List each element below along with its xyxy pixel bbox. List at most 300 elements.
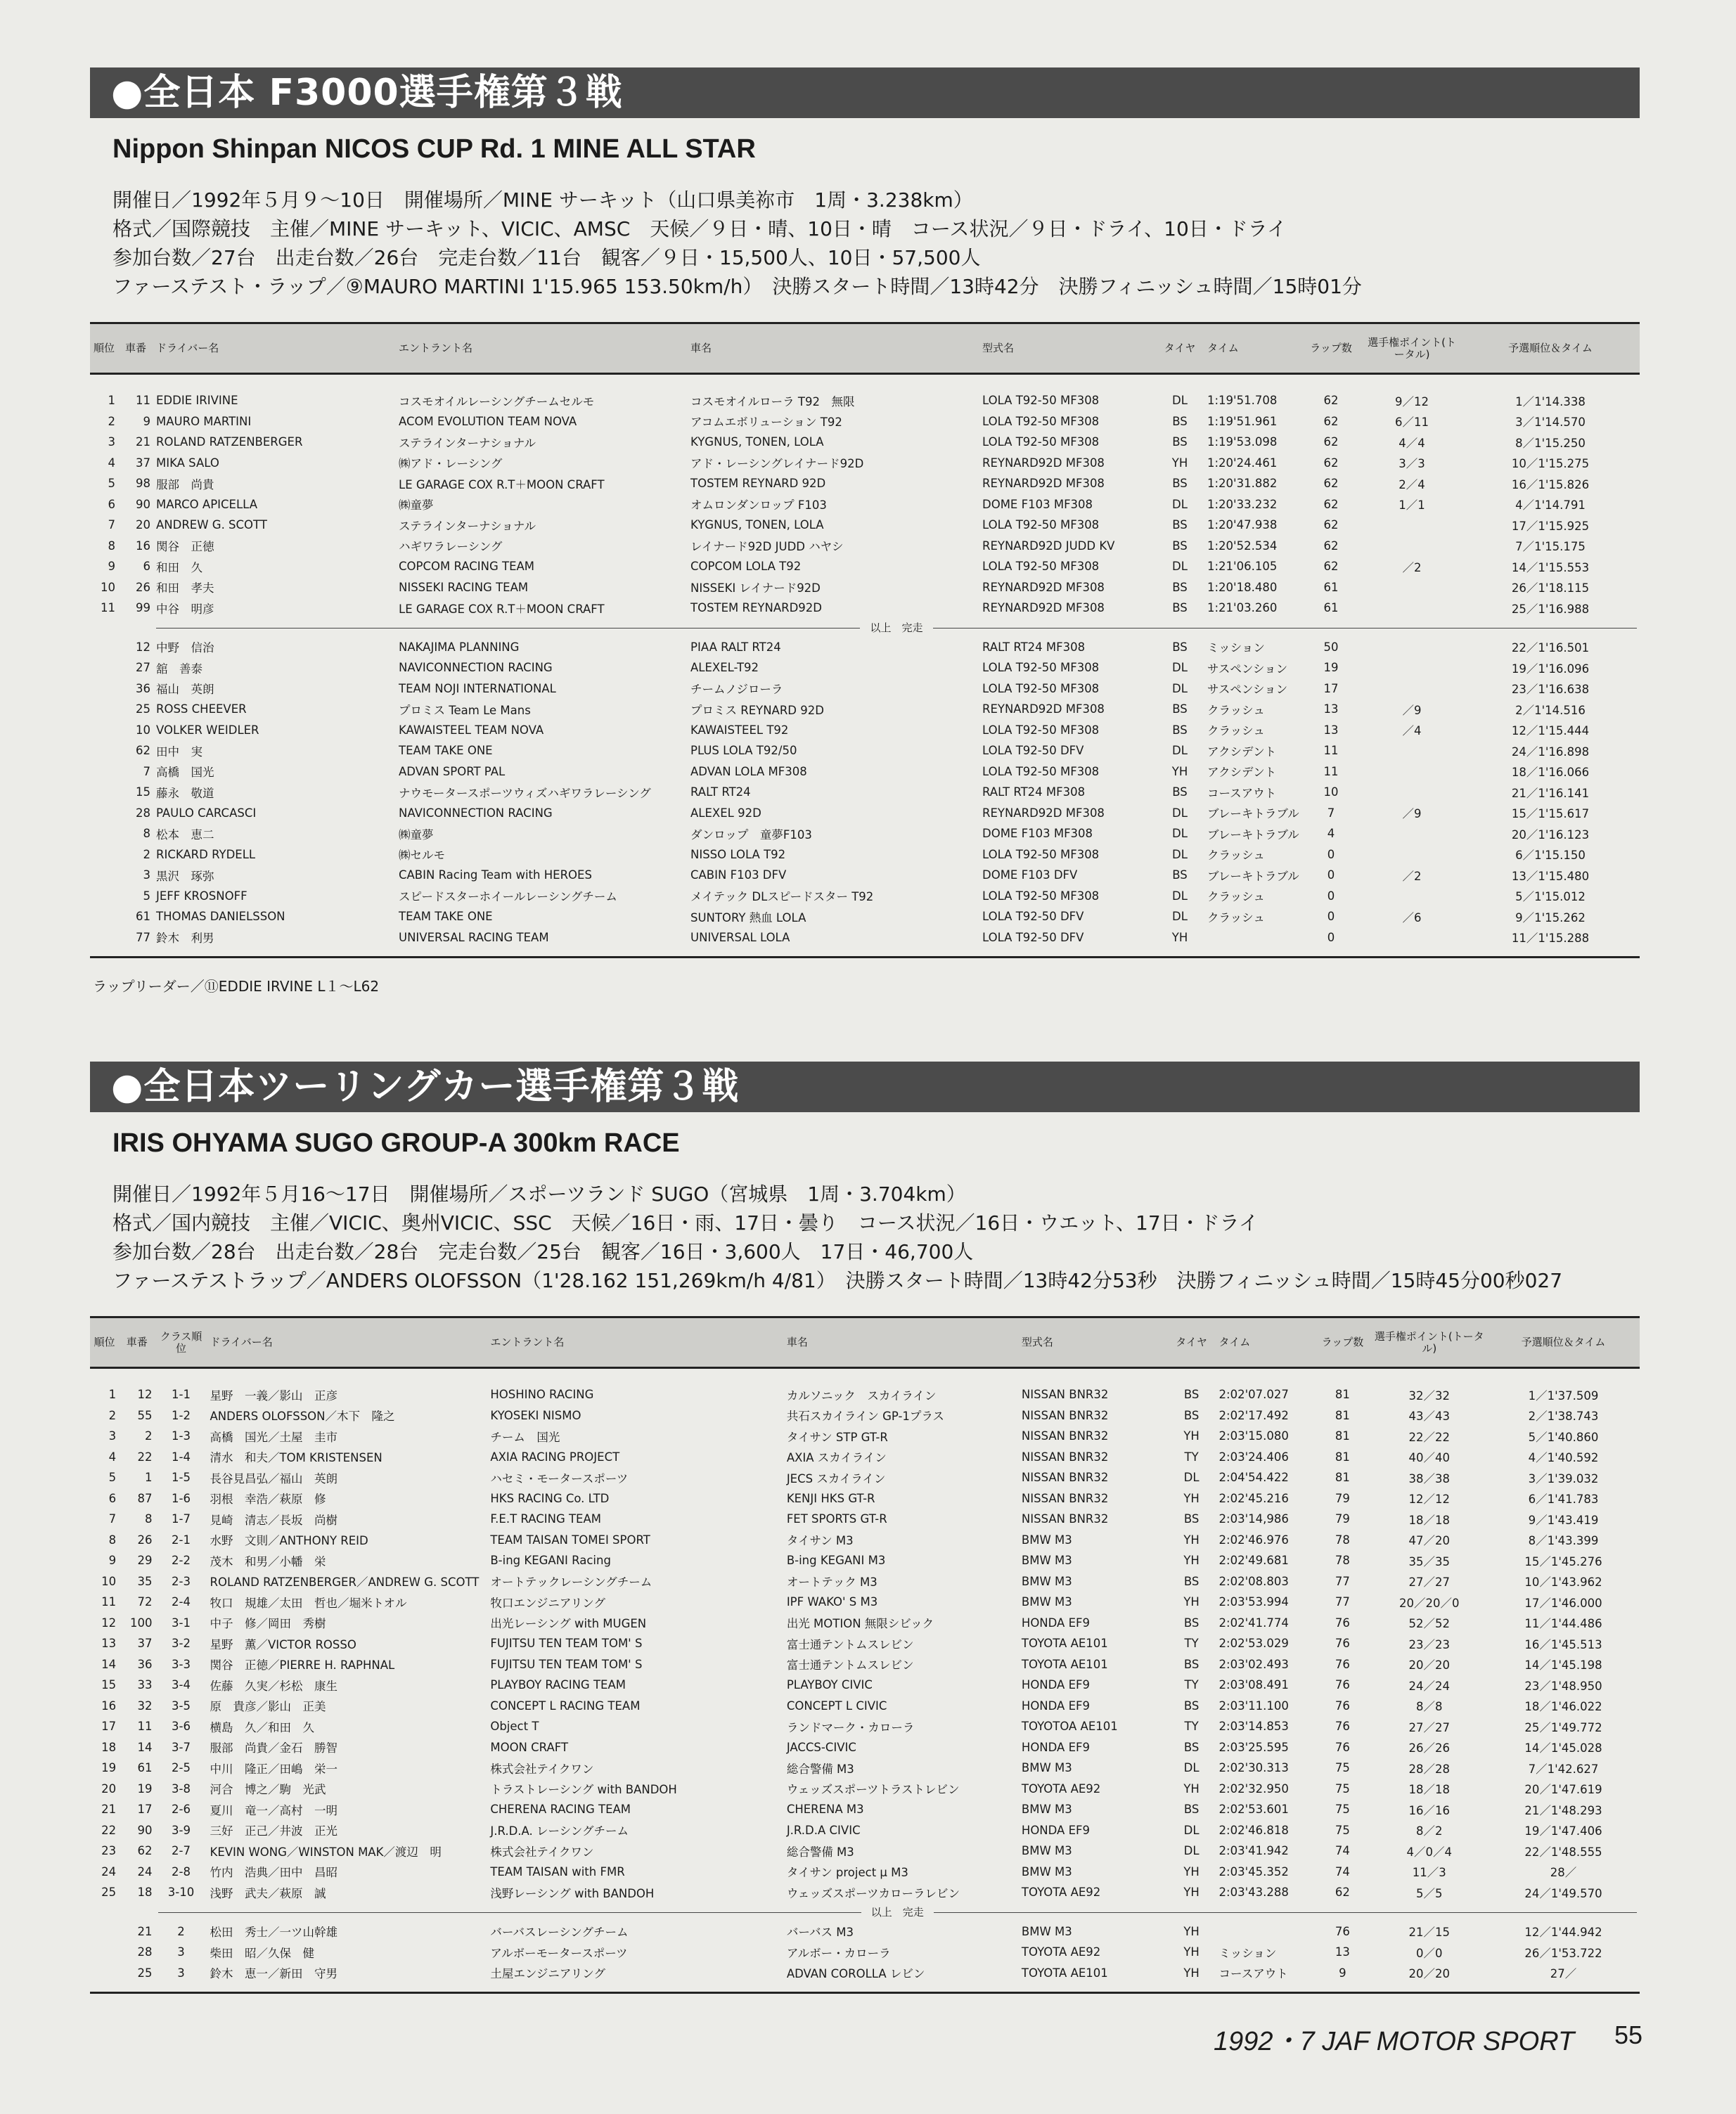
table-cell: 24／1'49.570 (1524, 1886, 1602, 1900)
table-cell: 鈴木 恵一／新田 守男 (210, 1967, 337, 1981)
table-cell: 61 (136, 910, 150, 924)
table-cell: 1／1'14.338 (1515, 394, 1586, 408)
table-cell: 藤永 敬道 (156, 786, 214, 800)
table-cell: 2-7 (172, 1844, 191, 1858)
table-cell: 75 (1335, 1781, 1350, 1796)
table-cell: 11／3 (1412, 1866, 1446, 1880)
table-cell: ㈱童夢 (399, 498, 434, 513)
table-cell: 服部 尚貴 (156, 477, 214, 491)
table-cell: 76 (1335, 1924, 1350, 1938)
table-cell: ブレーキトラブル (1207, 869, 1299, 883)
table-cell: TEAM TAKE ONE (399, 910, 493, 924)
table-cell: 竹内 浩典／田中 昌昭 (210, 1866, 337, 1880)
table-cell: 77 (136, 930, 150, 944)
table-cell: 61 (1323, 580, 1339, 594)
table-cell: CABIN Racing Team with HEROES (399, 868, 592, 882)
table-cell: DL (1172, 744, 1188, 758)
table-cell: 2:02'32.950 (1219, 1781, 1289, 1796)
header-tyre: タイヤ (1155, 323, 1204, 374)
table-cell: 3-2 (172, 1637, 191, 1651)
table-cell (90, 720, 118, 741)
table-cell: 0 (1327, 847, 1335, 861)
info-line: 格式／国内競技 主催／VICIC、奥州VICIC、SSC 天候／16日・雨、17日・曇り コース状況／16日・ウエット、17日・ドライ (112, 1211, 1259, 1235)
table-cell: 3-10 (167, 1886, 195, 1900)
table-cell: 81 (1335, 1408, 1350, 1422)
table-cell (1363, 740, 1461, 761)
table-cell: 2／1'38.743 (1528, 1410, 1599, 1424)
table-cell: IPF WAKO' S M3 (786, 1595, 878, 1609)
table-cell: 32 (137, 1699, 153, 1713)
table-cell: YH (1183, 1491, 1200, 1505)
table-cell: 27 (136, 661, 150, 675)
table-cell: 星野 薫／VICTOR ROSSO (210, 1637, 356, 1651)
table-cell: UNIVERSAL RACING TEAM (399, 930, 549, 944)
race-info (90, 186, 1640, 301)
table-cell: 14／1'45.198 (1524, 1658, 1602, 1672)
table-cell: 0／0 (1416, 1946, 1443, 1960)
table-cell: NISSAN BNR32 (1021, 1388, 1109, 1402)
table-cell: 9／1'15.262 (1515, 910, 1586, 924)
table-cell: PLUS LOLA T92/50 (690, 744, 797, 758)
table-cell: プロミス REYNARD 92D (690, 703, 824, 717)
table-cell: BMW M3 (1021, 1803, 1072, 1817)
table-cell (90, 657, 118, 678)
table-cell: PAULO CARCASCI (156, 806, 257, 820)
table-cell: TEAM NOJI INTERNATIONAL (399, 681, 556, 695)
table-cell: BMW M3 (1021, 1864, 1072, 1878)
table-cell: YH (1183, 1966, 1200, 1980)
table-cell: AXIA RACING PROJECT (490, 1450, 620, 1464)
header-car-number: 車番 (118, 323, 153, 374)
table-row (90, 782, 1640, 803)
table-cell: TOYOTA AE101 (1021, 1966, 1108, 1980)
header-entrant: エントラント名 (487, 1317, 783, 1368)
table-cell: BMW M3 (1021, 1924, 1072, 1938)
table-cell: YH (1183, 1886, 1200, 1900)
table-cell: REYNARD92D MF308 (982, 806, 1105, 820)
table-cell: LOLA T92-50 MF308 (982, 723, 1100, 737)
table-cell: KYOSEKI NISMO (490, 1408, 581, 1422)
table-cell: 2-4 (172, 1595, 191, 1609)
table-cell: YH (1183, 1429, 1200, 1443)
table-cell: 1-6 (172, 1491, 191, 1505)
table-row (90, 390, 1640, 411)
table-row (90, 1509, 1640, 1530)
table-cell: 10 (1323, 785, 1339, 799)
table-cell: 25／1'49.772 (1524, 1720, 1602, 1734)
table-cell: 17 (1323, 681, 1339, 695)
table-cell: BS (1172, 477, 1188, 491)
table-cell: 2:02'07.027 (1219, 1388, 1289, 1402)
table-cell: 18 (137, 1886, 153, 1900)
table-row (90, 1779, 1640, 1800)
table-cell: DL (1183, 1844, 1200, 1858)
table-cell: 4 (108, 1450, 117, 1464)
table-cell: 15／1'15.617 (1511, 807, 1590, 821)
table-cell: トラストレーシング with BANDOH (490, 1783, 677, 1797)
info-line: 格式／国際競技 主催／MINE サーキット、VICIC、AMSC 天候／９日・晴、10日・晴 コース状況／９日・ドライ、10日・ドライ (112, 217, 1287, 240)
table-cell: YH (1183, 1945, 1200, 1959)
table-cell: タイサン M3 (786, 1534, 854, 1548)
table-cell: 90 (137, 1823, 153, 1837)
table-cell: BMW M3 (1021, 1554, 1072, 1568)
table-cell: THOMAS DANIELSSON (156, 910, 285, 924)
table-cell: 関谷 正徳 (156, 540, 214, 554)
table-cell: 12 (136, 640, 150, 654)
table-cell: DL (1172, 910, 1188, 924)
table-cell: 20 (136, 518, 150, 532)
table-cell: BS (1183, 1512, 1200, 1526)
table-cell: 13 (1335, 1945, 1350, 1959)
table-cell: 90 (136, 497, 150, 511)
table-cell: 22 (137, 1450, 153, 1464)
race-info (90, 1180, 1640, 1295)
table-cell: PLAYBOY RACING TEAM (490, 1678, 626, 1692)
table-cell: 佐藤 久実／杉松 康生 (210, 1679, 337, 1693)
table-cell: BS (1183, 1616, 1200, 1630)
table-cell: ALEXEL-T92 (690, 661, 759, 675)
table-cell: 36 (137, 1657, 153, 1671)
table-cell: 2:02'46.976 (1219, 1533, 1289, 1547)
table-cell: 1／1 (1399, 498, 1425, 513)
table-cell: TY (1184, 1637, 1199, 1651)
table-cell: 2 (143, 847, 150, 861)
table-cell: ADVAN COROLLA レビン (786, 1967, 925, 1981)
table-row (90, 515, 1640, 536)
table-cell: B-ing KEGANI M3 (786, 1554, 886, 1568)
table-row (90, 1758, 1640, 1779)
table-cell: 26 (137, 1533, 153, 1547)
table-cell: 62 (1323, 414, 1339, 428)
table-cell: 9 (108, 560, 115, 574)
table-cell: 1-3 (172, 1429, 191, 1443)
table-cell: 26／26 (1408, 1741, 1451, 1755)
table-cell: UNIVERSAL LOLA (690, 930, 790, 944)
table-cell: 55 (137, 1408, 153, 1422)
table-cell: アルボー・カローラ (786, 1946, 891, 1960)
header-car: 車名 (784, 1317, 1019, 1368)
table-cell: 62 (1323, 560, 1339, 574)
table-cell: ステラインターナショナル (399, 436, 536, 450)
table-cell: 27／27 (1408, 1720, 1451, 1734)
table-cell: LOLA T92-50 MF308 (982, 889, 1100, 903)
table-cell: 76 (1335, 1657, 1350, 1671)
table-cell: YH (1183, 1595, 1200, 1609)
table-cell: LOLA T92-50 MF308 (982, 394, 1100, 408)
table-cell: 79 (1335, 1491, 1350, 1505)
table-cell: TOYOTA AE101 (1021, 1657, 1108, 1671)
table-cell: DL (1172, 661, 1188, 675)
table-cell: BS (1172, 601, 1188, 615)
table-cell (90, 782, 118, 803)
table-cell: クラッシュ (1207, 890, 1265, 904)
table-cell: REYNARD92D JUDD KV (982, 539, 1115, 553)
table-cell: 16 (136, 539, 150, 553)
table-cell: 12 (101, 1616, 117, 1630)
table-cell: NISSEKI RACING TEAM (399, 580, 529, 594)
table-row (90, 740, 1640, 761)
table-cell: 株式会社テイクワン (490, 1762, 594, 1776)
page-number: 55 (1614, 2020, 1643, 2049)
table-cell: 2:03'15.080 (1219, 1429, 1289, 1443)
table-cell: BS (1183, 1699, 1200, 1713)
table-cell: バーバスレーシングチーム (490, 1926, 629, 1940)
table-cell: 81 (1335, 1471, 1350, 1485)
table-cell: 2:03'14,986 (1219, 1512, 1289, 1526)
table-row (90, 637, 1640, 658)
table-cell: ／9 (1402, 807, 1422, 821)
table-cell: オートテックレーシングチーム (490, 1575, 652, 1590)
table-cell: BS (1172, 723, 1188, 737)
table-cell: 2:02'45.216 (1219, 1491, 1289, 1505)
table-cell (90, 1921, 119, 1942)
table-row (90, 1675, 1640, 1696)
table-cell: 見崎 清志／長坂 尚樹 (210, 1513, 337, 1527)
table-cell: カルソニック スカイライン (786, 1388, 937, 1403)
table-row (90, 1633, 1640, 1654)
table-cell: LOLA T92-50 DFV (982, 744, 1084, 758)
table-cell (1363, 761, 1461, 782)
table-cell: JACCS-CIVIC (786, 1740, 856, 1754)
table-cell: 19／1'47.406 (1524, 1824, 1602, 1838)
table-cell: KENJI HKS GT-R (786, 1491, 875, 1505)
table-cell (1363, 844, 1461, 865)
table-cell: アド・レーシングレイナード92D (690, 457, 864, 471)
table-cell: 78 (1335, 1554, 1350, 1568)
race-title: IRIS OHYAMA SUGO GROUP-A 300km RACE (112, 1128, 680, 1158)
table-cell: 14／1'45.028 (1524, 1741, 1602, 1755)
section-touring (90, 1062, 1640, 1994)
table-cell: REYNARD92D MF308 (982, 702, 1105, 716)
table-row (90, 761, 1640, 782)
section-banner: ●全日本 F3000選手権第３戦 (90, 67, 1640, 118)
table-cell: タイサン project μ M3 (786, 1866, 908, 1880)
table-cell: アクシデント (1207, 745, 1277, 759)
table-cell: BMW M3 (1021, 1574, 1072, 1588)
table-cell: 7／1'42.627 (1528, 1762, 1599, 1776)
table-cell: 47／20 (1408, 1534, 1451, 1548)
separator-label: 以上 完走 (861, 1906, 934, 1919)
table-cell: 牧口エンジニアリング (490, 1596, 605, 1610)
table-cell: 3-9 (172, 1823, 191, 1837)
table-cell: CABIN F103 DFV (690, 868, 787, 882)
table-cell: 原 貴彦／影山 正美 (210, 1700, 326, 1714)
table-cell: 76 (1335, 1678, 1350, 1692)
table-row (90, 1447, 1640, 1468)
table-cell: DL (1172, 827, 1188, 841)
table-cell: 14 (101, 1657, 117, 1671)
table-cell: 1／1'37.509 (1528, 1388, 1599, 1403)
table-cell: BS (1183, 1574, 1200, 1588)
table-cell: 78 (1335, 1533, 1350, 1547)
table-cell: 清水 和夫／TOM KRISTENSEN (210, 1451, 382, 1465)
table-cell: FET SPORTS GT-R (786, 1512, 887, 1526)
table-cell: 28 (137, 1945, 153, 1959)
table-cell: 25／1'16.988 (1511, 602, 1590, 616)
table-cell: 10 (136, 723, 150, 737)
table-cell: オートテック M3 (786, 1575, 877, 1590)
table-cell: BS (1183, 1657, 1200, 1671)
results-table (90, 322, 1640, 958)
table-cell: KYGNUS, TONEN, LOLA (690, 435, 824, 449)
table-cell: DL (1172, 497, 1188, 511)
table-cell: DL (1172, 681, 1188, 695)
table-cell: 1:20'52.534 (1207, 539, 1278, 553)
table-cell: ミッション (1219, 1946, 1277, 1960)
table-cell: EDDIE IRIVINE (156, 394, 238, 408)
table-cell: 8 (108, 1533, 117, 1547)
table-cell: 11 (1323, 764, 1339, 778)
table-cell: 出光レーシング with MUGEN (490, 1617, 647, 1631)
table-cell: 50 (1323, 640, 1339, 654)
finishers-separator (90, 619, 1640, 637)
table-cell (90, 1942, 119, 1963)
table-cell: ハセミ・モータースポーツ (490, 1471, 629, 1485)
table-cell (90, 865, 118, 886)
table-cell: PIAA RALT RT24 (690, 640, 781, 654)
table-cell: 牧口 規雄／太田 哲也／堀米トオル (210, 1596, 407, 1610)
table-cell: FUJITSU TEN TEAM TOM' S (490, 1657, 643, 1671)
table-cell: 土屋エンジニアリング (490, 1967, 605, 1981)
table-cell: ROSS CHEEVER (156, 702, 247, 716)
table-cell (90, 823, 118, 844)
table-cell: 3 (108, 1429, 117, 1443)
table-cell: コスモオイルレーシングチームセルモ (399, 394, 595, 408)
table-cell: NISSAN BNR32 (1021, 1471, 1109, 1485)
table-cell: LOLA T92-50 MF308 (982, 681, 1100, 695)
table-cell: 20 (101, 1781, 117, 1796)
table-cell: 富士通テントムスレビン (786, 1658, 914, 1672)
table-cell (90, 886, 118, 907)
table-cell: 4／1'40.592 (1528, 1451, 1599, 1465)
header-entrant: エントラント名 (396, 323, 688, 374)
table-cell: 総合警備 M3 (786, 1762, 854, 1776)
table-cell: 3 (177, 1945, 185, 1959)
table-cell: 8／1'43.399 (1528, 1534, 1599, 1548)
table-cell: 3-4 (172, 1678, 191, 1692)
table-cell: 5／1'40.860 (1528, 1430, 1599, 1444)
table-cell: 4／4 (1399, 436, 1425, 450)
table-cell: 76 (1335, 1740, 1350, 1754)
table-cell: 11／1'15.288 (1511, 932, 1590, 946)
table-cell (1363, 782, 1461, 803)
table-cell: 12／12 (1408, 1493, 1451, 1507)
table-cell: BS (1172, 580, 1188, 594)
table-cell: DL (1183, 1471, 1200, 1485)
table-cell: 21／1'48.293 (1524, 1803, 1602, 1817)
table-cell: 74 (1335, 1844, 1350, 1858)
table-cell: 24 (101, 1864, 117, 1878)
table-cell: 1:19'51.708 (1207, 394, 1278, 408)
table-row (90, 556, 1640, 577)
table-cell: アルボーモータースポーツ (490, 1946, 628, 1960)
table-cell: JEFF KROSNOFF (156, 889, 247, 903)
table-cell: DL (1172, 394, 1188, 408)
table-cell: 1:21'03.260 (1207, 601, 1278, 615)
table-cell: LE GARAGE COX R.T＋MOON CRAFT (399, 477, 605, 491)
table-cell: 20／1'16.123 (1511, 827, 1590, 842)
table-cell: 13 (101, 1637, 117, 1651)
table-cell: 18 (101, 1740, 117, 1754)
info-line: 参加台数／28台 出走台数／28台 完走台数／25台 観客／16日・3,600人 17日・46,700人 (112, 1240, 974, 1263)
table-cell: 2:03'45.352 (1219, 1864, 1289, 1878)
table-cell: TOSTEM REYNARD92D (690, 601, 822, 615)
table-cell: 17／1'15.925 (1511, 519, 1590, 533)
table-cell: 62 (1323, 477, 1339, 491)
magazine-footer: 1992・7 JAF MOTOR SPORT (1214, 2027, 1575, 2056)
table-cell: BS (1183, 1408, 1200, 1422)
table-cell: YH (1183, 1554, 1200, 1568)
table-cell: アクシデント (1207, 766, 1277, 780)
race-title: Nippon Shinpan NICOS CUP Rd. 1 MINE ALL STAR (112, 134, 756, 164)
table-cell: 22／1'48.555 (1524, 1845, 1602, 1859)
table-cell: チームノジローラ (690, 683, 783, 697)
table-cell: 舘 善泰 (156, 662, 202, 676)
table-cell (90, 803, 118, 824)
table-cell (90, 678, 118, 700)
table-cell (90, 740, 118, 761)
table-cell: ㈱アド・レーシング (399, 457, 503, 471)
table-cell: 5／5 (1416, 1886, 1443, 1900)
table-cell: 三好 正己／井波 正光 (210, 1824, 337, 1838)
table-cell: YH (1183, 1864, 1200, 1878)
table-cell: コースアウト (1207, 786, 1277, 800)
table-cell: DOME F103 DFV (982, 868, 1078, 882)
table-cell: 19 (101, 1761, 117, 1775)
table-cell: 8／2 (1416, 1824, 1443, 1838)
table-cell: 43／43 (1408, 1410, 1451, 1424)
table-cell: 29 (137, 1554, 153, 1568)
table-cell: LOLA T92-50 DFV (982, 930, 1084, 944)
table-cell: 79 (1335, 1512, 1350, 1526)
table-cell: HOSHINO RACING (490, 1388, 594, 1402)
table-cell: 2:03'25.595 (1219, 1740, 1289, 1754)
table-cell: 2 (145, 1429, 153, 1443)
table-cell: 20／1'47.619 (1524, 1783, 1602, 1797)
table-cell: 2:02'30.313 (1219, 1761, 1289, 1775)
table-cell: 10／1'15.275 (1511, 457, 1590, 471)
table-cell: YH (1171, 930, 1188, 944)
table-cell: TOSTEM REYNARD 92D (690, 477, 826, 491)
table-cell: 松本 恵二 (156, 827, 214, 842)
table-cell: 18／1'46.022 (1524, 1700, 1602, 1714)
table-cell: 22 (101, 1823, 117, 1837)
table-cell: 11 (101, 601, 115, 615)
table-cell: 1-1 (172, 1388, 191, 1402)
table-cell: BMW M3 (1021, 1595, 1072, 1609)
table-cell: 2:02'53.601 (1219, 1803, 1289, 1817)
table-cell: TY (1184, 1678, 1199, 1692)
table-cell: 2-3 (172, 1574, 191, 1588)
table-cell: 21 (137, 1924, 153, 1938)
table-cell: REYNARD92D MF308 (982, 456, 1105, 470)
table-cell: 74 (1335, 1864, 1350, 1878)
table-cell: サスペンション (1207, 683, 1288, 697)
table-cell: 98 (136, 477, 150, 491)
table-cell: 62 (136, 744, 150, 758)
table-cell: 1:19'51.961 (1207, 414, 1278, 428)
table-cell: 10 (101, 580, 115, 594)
table-row (90, 1467, 1640, 1488)
table-cell: COPCOM LOLA T92 (690, 560, 802, 574)
table-cell (90, 844, 118, 865)
header-position: 順位 (90, 323, 118, 374)
table-cell (1204, 927, 1299, 948)
table-cell: クラッシュ (1207, 724, 1265, 738)
table-cell: FUJITSU TEN TEAM TOM' S (490, 1637, 643, 1651)
table-cell: 柴田 昭／久保 健 (210, 1946, 314, 1960)
table-row (90, 1530, 1640, 1551)
